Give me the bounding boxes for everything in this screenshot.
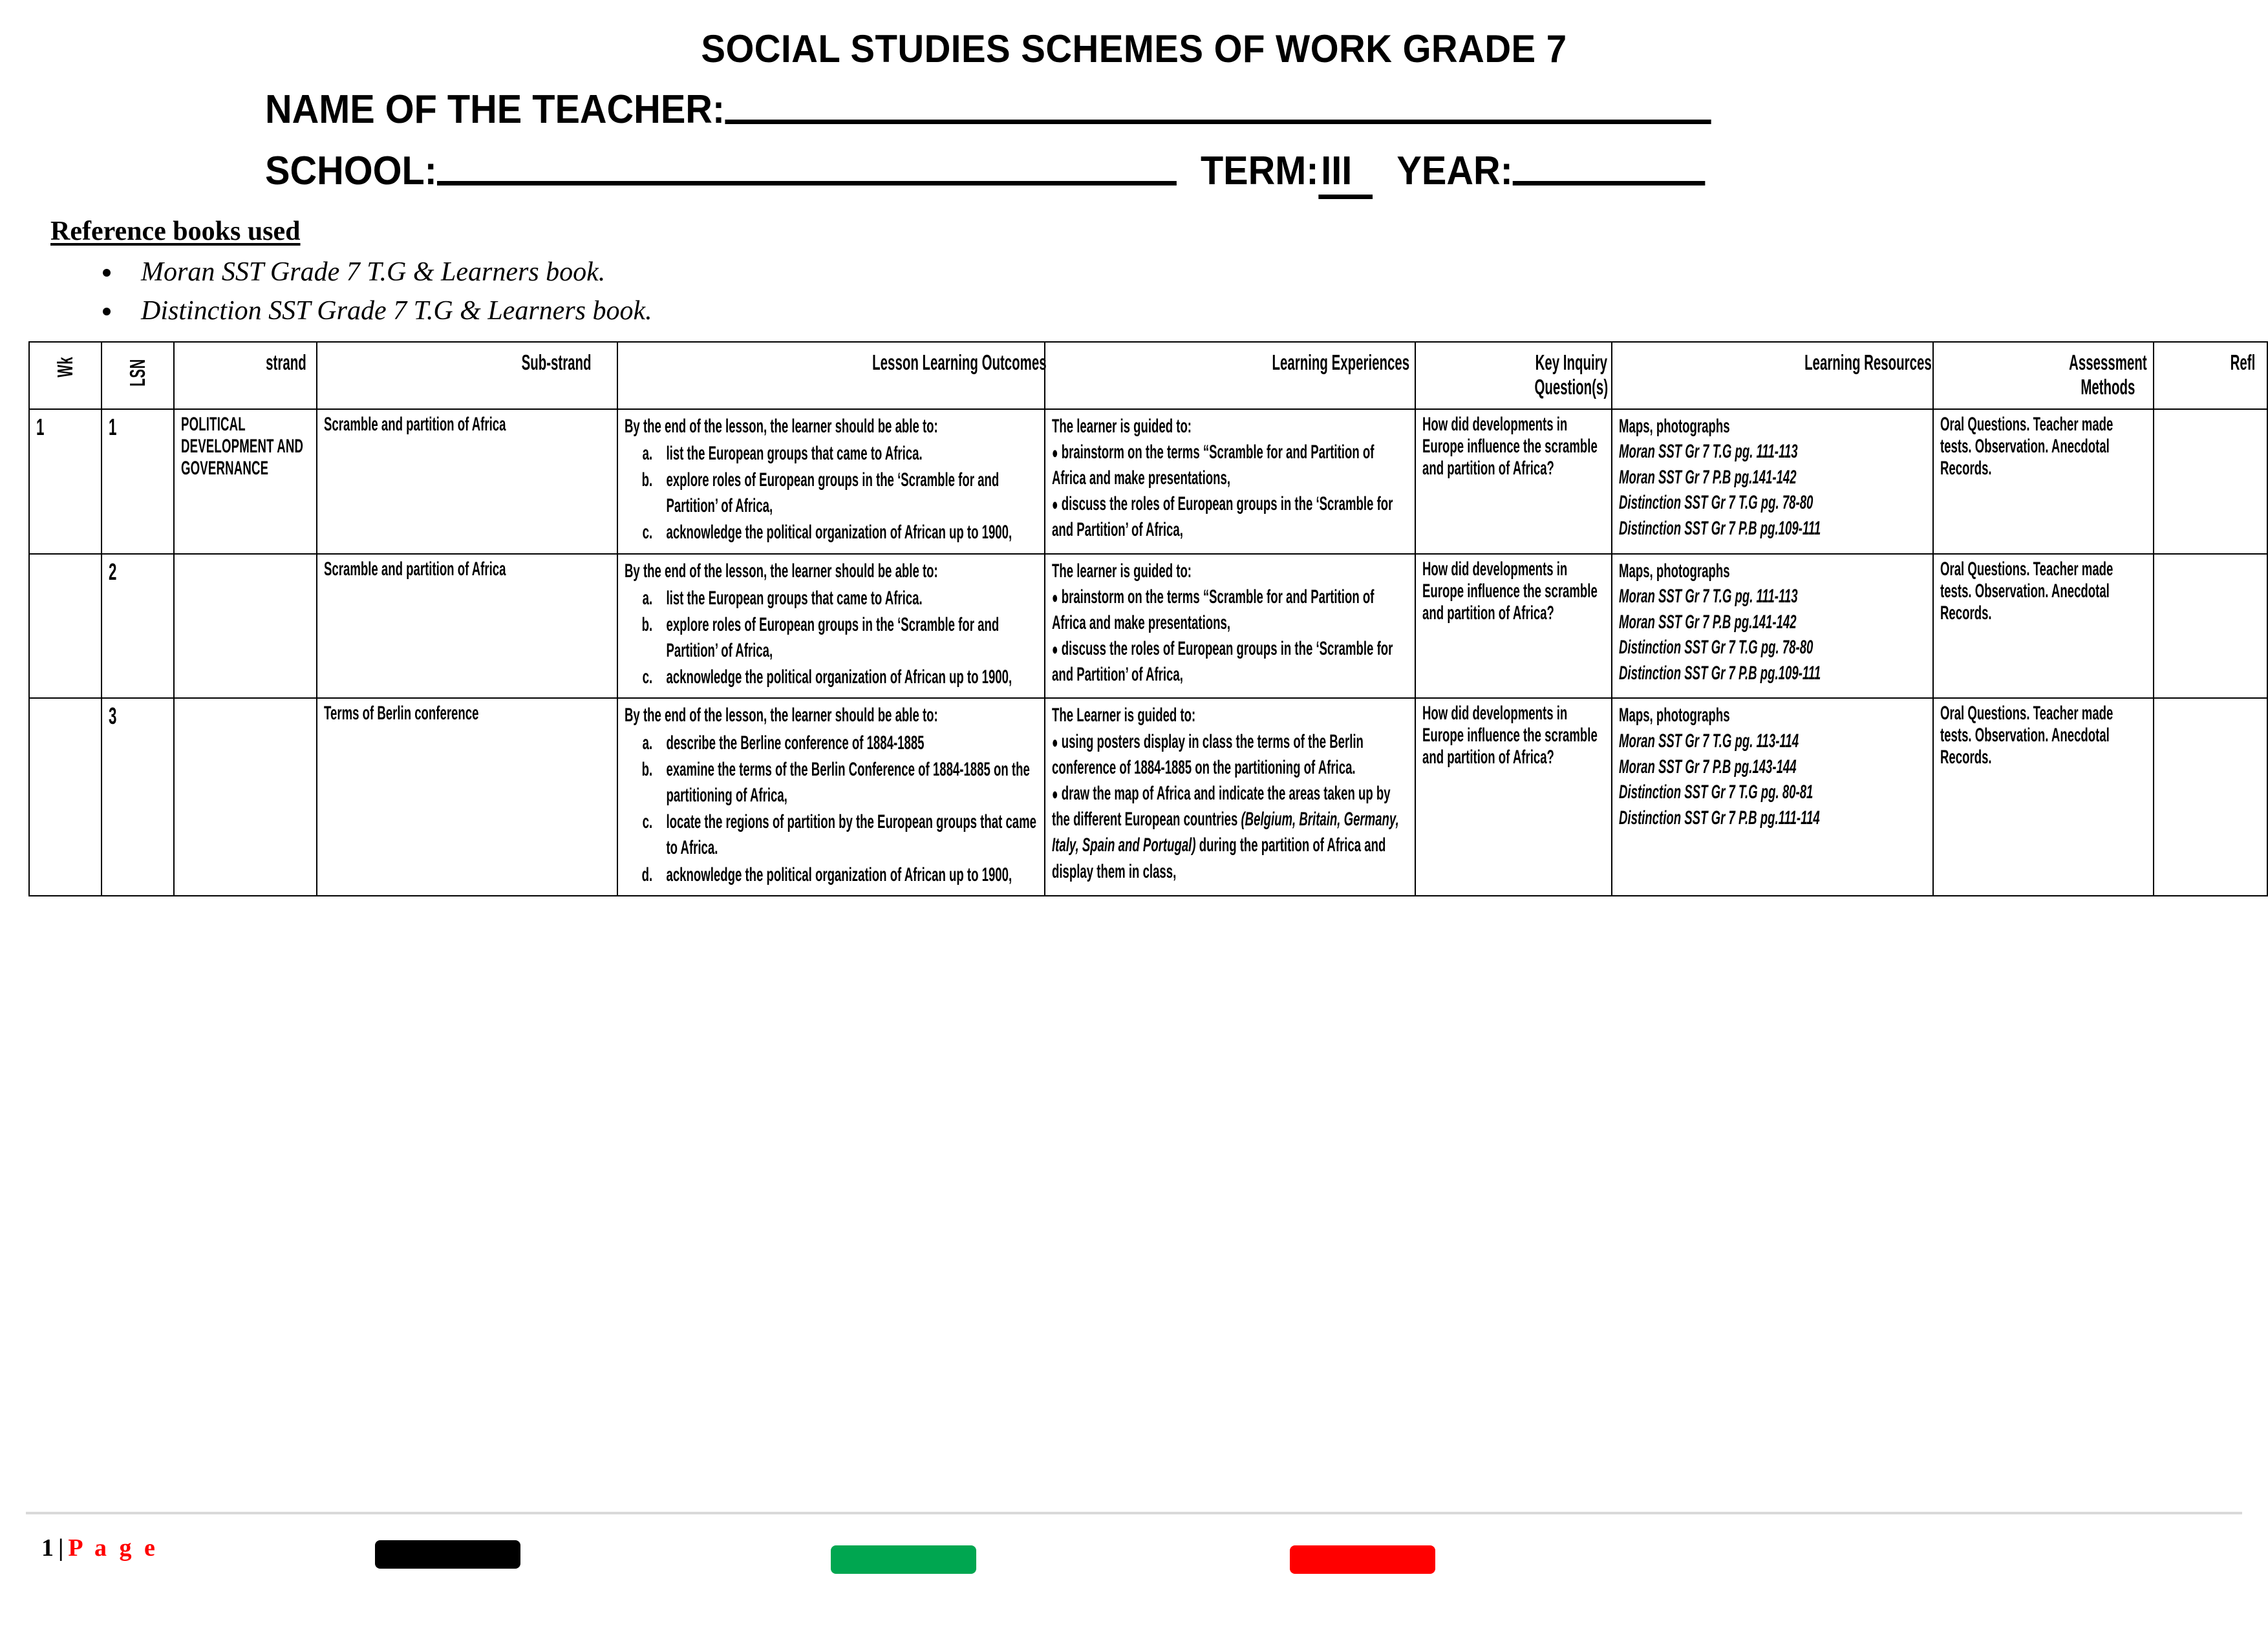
reference-book-item: • Moran SST Grade 7 T.G & Learners book. xyxy=(123,253,2268,292)
footer-divider xyxy=(26,1512,2242,1514)
column-header-sub-strand xyxy=(317,342,617,409)
cell-learning-resources xyxy=(1612,554,1933,699)
reference-books-list xyxy=(0,253,2268,330)
cell-assessment-methods xyxy=(1933,698,2154,895)
cell-refl[interactable] xyxy=(2154,698,2267,895)
page-footer xyxy=(0,1503,2268,1632)
llo-item: b. explore roles of European groups in the ‘Scramble for and Partition’ of Africa, xyxy=(656,612,1039,664)
lsn-value: 1 xyxy=(109,413,117,440)
week-value: 1 xyxy=(36,413,45,440)
column-header-sub-strand-label: Sub-strand xyxy=(521,350,592,374)
school-blank[interactable] xyxy=(437,147,1177,185)
llo-item: c. acknowledge the political organization of African up to 1900, xyxy=(656,520,1039,546)
column-header-week-label: Wk xyxy=(53,356,78,377)
column-header-strand-label: strand xyxy=(266,350,307,374)
school-term-year-line xyxy=(265,147,2128,199)
flag-bar-red xyxy=(1290,1545,1435,1574)
cell-strand xyxy=(174,409,316,554)
cell-lesson-learning-outcomes xyxy=(617,554,1045,699)
le-item-text: brainstorm on the terms “Scramble for and Partition of Africa and make presentations, xyxy=(1051,586,1375,633)
assessment-value: Oral Questions. Teacher made tests. Observation. Anecdotal Records. xyxy=(1940,558,2113,624)
cell-lsn xyxy=(102,698,174,895)
cell-week xyxy=(29,554,102,699)
le-item-text: discuss the roles of European groups in the ‘Scramble for and Partition’ of Africa, xyxy=(1051,493,1393,541)
le-block xyxy=(1052,414,1409,544)
column-header-assessment-line1: Assessment xyxy=(2069,350,2147,374)
le-item xyxy=(1052,636,1409,688)
llo-item: d. acknowledge the political organization of African up to 1900, xyxy=(656,862,1039,888)
lr-item: Moran SST Gr 7 P.B pg.141-142 xyxy=(1619,611,1797,633)
flag-bar-black xyxy=(375,1540,520,1569)
cell-lesson-learning-outcomes xyxy=(617,409,1045,554)
lr-block xyxy=(1619,414,1927,542)
le-countries: (Belgium, Britain, Germany, Italy, Spain and Portugal) xyxy=(1051,809,1399,856)
lsn-value: 3 xyxy=(109,703,117,730)
column-header-strand xyxy=(174,342,316,409)
le-list xyxy=(1052,584,1409,688)
year-label: YEAR: xyxy=(1396,149,1513,194)
lsn-value: 2 xyxy=(109,558,117,585)
flag-bar-green xyxy=(831,1545,976,1574)
le-list xyxy=(1052,729,1409,885)
bullet-icon: ● xyxy=(1051,733,1058,752)
le-item xyxy=(1052,584,1409,636)
sub-strand-value: Scramble and partition of Africa xyxy=(323,413,506,435)
le-item-text: brainstorm on the terms “Scramble for and Partition of Africa and make presentations, xyxy=(1051,441,1375,489)
sub-strand-value: Scramble and partition of Africa xyxy=(323,558,506,580)
sub-strand-value: Terms of Berlin conference xyxy=(323,703,479,725)
llo-item: a. list the European groups that came to Africa. xyxy=(656,441,1039,467)
lr-item: Distinction SST Gr 7 T.G pg. 78-80 xyxy=(1619,637,1813,659)
cell-refl[interactable] xyxy=(2154,409,2267,554)
schemes-of-work-table xyxy=(28,341,2268,896)
llo-item: b. explore roles of European groups in the ‘Scramble for and Partition’ of Africa, xyxy=(656,467,1039,519)
llo-list xyxy=(625,441,1039,546)
cell-sub-strand xyxy=(317,409,617,554)
cell-week xyxy=(29,409,102,554)
le-item-text: discuss the roles of European groups in the ‘Scramble for and Partition’ of Africa, xyxy=(1051,638,1393,686)
llo-intro: By the end of the lesson, the learner should be able to: xyxy=(624,415,938,437)
page-number-separator: | xyxy=(58,1534,65,1562)
le-item-text: draw the map of Africa and indicate the areas taken up by the different European countries xyxy=(1051,783,1391,831)
llo-block xyxy=(625,558,1039,691)
cell-lesson-learning-outcomes xyxy=(617,698,1045,895)
le-item xyxy=(1052,440,1409,491)
cell-learning-experiences xyxy=(1045,409,1415,554)
lr-item: Moran SST Gr 7 T.G pg. 113-114 xyxy=(1619,730,1799,752)
strand-value: POLITICAL DEVELOPMENT AND GOVERNANCE xyxy=(181,413,304,479)
column-header-refl-label: Refl xyxy=(2230,350,2255,374)
llo-item: c. acknowledge the political organization of African up to 1900, xyxy=(656,664,1039,690)
bullet-icon: ● xyxy=(1051,785,1058,803)
table-row xyxy=(29,409,2267,554)
column-header-assessment-line2: Methods xyxy=(2081,374,2135,399)
llo-item: a. describe the Berline conference of 1884-1885 xyxy=(656,730,1039,756)
lr-item: Moran SST Gr 7 T.G pg. 111-113 xyxy=(1619,586,1798,608)
assessment-value: Oral Questions. Teacher made tests. Observation. Anecdotal Records. xyxy=(1940,703,2113,768)
kiq-value: How did developments in Europe influence the scramble and partition of Africa? xyxy=(1422,558,1598,624)
cell-learning-resources xyxy=(1612,409,1933,554)
llo-block xyxy=(625,703,1039,887)
cell-key-inquiry-question xyxy=(1415,554,1612,699)
cell-lsn xyxy=(102,409,174,554)
le-item xyxy=(1052,729,1409,781)
page-number-value: 1 xyxy=(41,1534,54,1562)
cell-learning-experiences xyxy=(1045,698,1415,895)
cell-refl[interactable] xyxy=(2154,554,2267,699)
cell-assessment-methods xyxy=(1933,554,2154,699)
llo-list xyxy=(625,730,1039,888)
column-header-lsn xyxy=(102,342,174,409)
column-header-kiq-line1: Key Inquiry xyxy=(1535,350,1607,374)
lr-first: Maps, photographs xyxy=(1619,560,1730,582)
cell-key-inquiry-question xyxy=(1415,409,1612,554)
lr-block xyxy=(1619,703,1927,831)
cell-learning-experiences xyxy=(1045,554,1415,699)
reference-book-item: • Distinction SST Grade 7 T.G & Learners book. xyxy=(123,292,2268,331)
le-block xyxy=(1052,703,1409,884)
document-page xyxy=(0,28,2268,1632)
bullet-icon: ● xyxy=(1051,641,1058,659)
llo-block xyxy=(625,414,1039,546)
le-intro: The learner is guided to: xyxy=(1051,415,1192,437)
teacher-name-line xyxy=(265,86,2128,133)
column-header-lsn-label: LSN xyxy=(125,358,150,387)
table-row xyxy=(29,554,2267,699)
bullet-icon: ● xyxy=(1051,443,1058,462)
llo-list xyxy=(625,586,1039,691)
cell-strand xyxy=(174,554,316,699)
llo-item: a. list the European groups that came to Africa. xyxy=(656,586,1039,611)
lr-block xyxy=(1619,558,1927,686)
column-header-kiq-line2: Question(s) xyxy=(1534,374,1608,399)
page-number-indicator xyxy=(41,1534,158,1562)
lr-item: Distinction SST Gr 7 T.G pg. 80-81 xyxy=(1619,781,1813,803)
llo-intro: By the end of the lesson, the learner should be able to: xyxy=(624,560,938,582)
lr-item: Moran SST Gr 7 T.G pg. 111-113 xyxy=(1619,441,1798,463)
school-label: SCHOOL: xyxy=(265,149,437,194)
column-header-le-label: Learning Experiences xyxy=(1272,350,1409,374)
page-title: SOCIAL STUDIES SCHEMES OF WORK GRADE 7 xyxy=(701,27,1567,70)
lr-item: Distinction SST Gr 7 P.B pg.109-111 xyxy=(1619,517,1821,539)
lr-item: Distinction SST Gr 7 T.G pg. 78-80 xyxy=(1619,492,1813,514)
le-item xyxy=(1052,781,1409,885)
kiq-value: How did developments in Europe influence the scramble and partition of Africa? xyxy=(1422,703,1598,768)
bullet-icon: ● xyxy=(1051,588,1058,607)
cell-strand xyxy=(174,698,316,895)
le-item-text: using posters display in class the terms of the Berlin conference of 1884-1885 on the partitioning of Africa. xyxy=(1051,730,1364,778)
cell-week xyxy=(29,698,102,895)
assessment-value: Oral Questions. Teacher made tests. Observation. Anecdotal Records. xyxy=(1940,413,2113,479)
reference-books-heading: Reference books used xyxy=(50,217,301,247)
table-header-row xyxy=(29,342,2267,409)
column-header-week xyxy=(29,342,102,409)
lr-item: Distinction SST Gr 7 P.B pg.109-111 xyxy=(1619,662,1821,684)
column-header-llo-label: Lesson Learning Outcomes xyxy=(872,350,1047,374)
page-word-label: P a g e xyxy=(68,1534,158,1562)
lr-item: Distinction SST Gr 7 P.B pg.111-114 xyxy=(1619,807,1820,829)
term-label: TERM: xyxy=(1200,149,1319,194)
le-block xyxy=(1052,558,1409,688)
column-header-lr-label: Learning Resources xyxy=(1804,350,1932,374)
cell-lsn xyxy=(102,554,174,699)
llo-intro: By the end of the lesson, the learner should be able to: xyxy=(624,705,938,726)
le-intro: The learner is guided to: xyxy=(1051,560,1192,582)
cell-learning-resources xyxy=(1612,698,1933,895)
teacher-name-blank[interactable] xyxy=(725,86,1711,124)
lr-item: Moran SST Gr 7 P.B pg.143-144 xyxy=(1619,756,1797,778)
le-item-tail: during the partition of Africa and display them in class, xyxy=(1051,834,1386,882)
term-value[interactable]: III xyxy=(1319,147,1373,199)
llo-item: b. examine the terms of the Berlin Conference of 1884-1885 on the partitioning of Africa, xyxy=(656,757,1039,809)
cell-sub-strand xyxy=(317,554,617,699)
le-list xyxy=(1052,440,1409,544)
cell-sub-strand xyxy=(317,698,617,895)
cell-assessment-methods xyxy=(1933,409,2154,554)
le-item xyxy=(1052,491,1409,543)
table-row xyxy=(29,698,2267,895)
cell-key-inquiry-question xyxy=(1415,698,1612,895)
bullet-icon: ● xyxy=(1051,496,1058,514)
lr-first: Maps, photographs xyxy=(1619,705,1730,726)
lr-item: Moran SST Gr 7 P.B pg.141-142 xyxy=(1619,466,1797,488)
kiq-value: How did developments in Europe influence the scramble and partition of Africa? xyxy=(1422,413,1598,479)
le-intro: The Learner is guided to: xyxy=(1051,705,1195,726)
year-blank[interactable] xyxy=(1513,147,1706,185)
lr-first: Maps, photographs xyxy=(1619,415,1730,437)
llo-item: c. locate the regions of partition by the European groups that came to Africa. xyxy=(656,809,1039,861)
teacher-name-label: NAME OF THE TEACHER: xyxy=(265,87,725,132)
